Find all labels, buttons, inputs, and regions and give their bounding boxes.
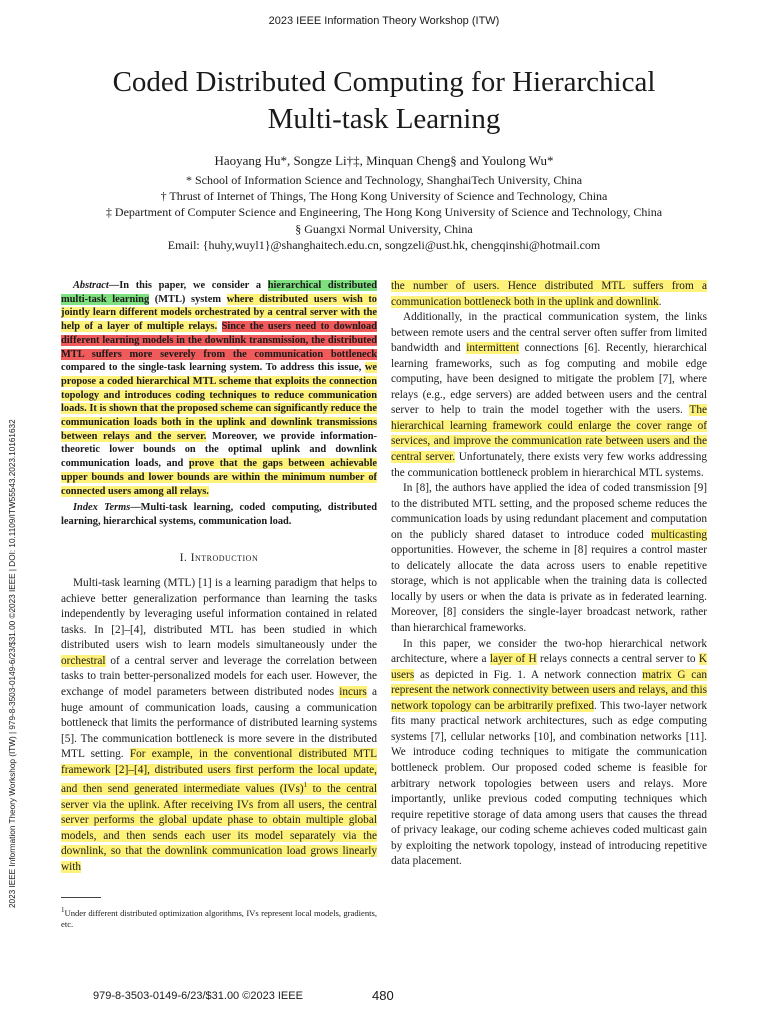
right-column — [391, 279, 707, 870]
highlight-yellow: multicasting — [651, 528, 707, 541]
highlight-yellow: intermittent — [466, 342, 519, 355]
affiliation-hkust-iot: † Thrust of Internet of Things, The Hong Kong University of Science and Technology, China — [160, 189, 608, 204]
highlight-yellow: the number of users. Hence distributed MTL suffers from a communication bottleneck both in the uplink and downlink — [391, 280, 707, 308]
abstract: Abstract—In this paper, we consider a hierarchical distributed multi-task learning (MTL) system where distributed users wish to jointly learn different models orchestrated by a central server with the help of a layer of multiple relays. Since the users need to download different learning models in the downlink transmission, the distributed MTL suffers more severely from the communication bottleneck compared to the single-task learning system. To address this issue, we propose a coded hierarchical MTL scheme that exploits the connection topology and introduces coding techniques to reduce communication loads. It is shown that the proposed scheme can significantly reduce the communication loads both in the uplink and downlink transmissions between relays and the server. Moreover, we provide information-theoretic lower bounds on the optimal uplink and downlink communication loads, and prove that the gaps between achievable upper bounds and lower bounds are within the minimum number of connected users among all relays. — [61, 280, 378, 497]
highlight-yellow: prove that the gaps between achievable upper bounds and lower bounds are within the minimum number of connected users among all relays. — [61, 458, 377, 497]
title-line-2: Multi-task Learning — [267, 103, 501, 135]
affiliation-hkust-cse: ‡ Department of Computer Science and Engineering, The Hong Kong University of Science and Technology, China — [105, 205, 663, 220]
highlight-yellow: For example, in the conventional distributed MTL framework [2]–[4], distributed users first perform the local update, and then send generated intermediate values (IVs)$^1$ to the central server via the uplink. After receiving IVs from all users, the central server performs the global update phase to obtain multiple global models, and then sends each user its model separately via the downlink, so that the downlink communication load grows linearly with — [61, 748, 377, 873]
intro-paragraph-2: Additionally, in the practical communication system, the links between remote users and the central server often suffer from limited bandwidth and intermittent connections [6]. Recently, hierarchical learning frameworks, such as fog computing and mobile edge computing, have been designed to mitigate the problem [7], where relays (e.g., edge servers) are added between users and the central server to help to train the model together with the users. The hierarchical learning framework could enlarge the cover range of services, and improve the communication rate between users and the central server. Unfortunately, there exists very few works addressing the communication bottleneck problem in hierarchical MTL systems. — [391, 311, 707, 479]
footnote-rule — [61, 897, 101, 898]
intro-paragraph-4: In this paper, we consider the two-hop hierarchical network architecture, where a layer of H relays connects a central server to K users as depicted in Fig. 1. A network connection matrix G can represent the network connectivity between users and relays, and this network topology can be arbitrarily prefixed. This two-layer network fits many practical network architectures, such as edge computing systems [7], cellular networks [10], and combination networks [11]. We introduce coding techniques to mitigate the communication bottleneck problem. Our proposed coded scheme is feasible for arbitrary network topologies between users and relays. More importantly, unlike previous coded computing techniques which require repetitive storage of data among users that causes the thread of privacy leakage, our coding scheme achieves coded multicast gain by exploiting the network topology, instead of introducing repetitive data placement. — [391, 637, 708, 868]
affiliation-shanghaitech: * School of Information Science and Technology, ShanghaiTech University, China — [185, 173, 583, 187]
paper-title — [60, 64, 708, 138]
intro-paragraph-3: In [8], the authors have applied the idea of coded transmission [9] to the distributed MTL setting, and the proposed scheme reduces the communication loads by using redundant placement and computation on the publicly shared dataset to introduce coded multicasting opportunities. However, the scheme in [8] requires a control master to delicately allocate the data across users to enable repetitive storage, which is not applicable when the training data is collected locally by users or when the data is private as in federated learning. Moreover, [8] considers the single-layer broadcast network, rather than hierarchical frameworks. — [391, 482, 707, 635]
author-list: Haoyang Hu*, Songze Li†‡, Minquan Cheng§ and Youlong Wu* — [214, 153, 554, 168]
footnote: $^1$Under different distributed optimization algorithms, IVs represent local models, gradients, etc. — [61, 906, 377, 930]
index-terms: Index Terms—Multi-task learning, coded computing, distributed learning, hierarchical systems, communication load. — [61, 502, 377, 527]
doi-sidebar: 2023 IEEE Information Theory Workshop (ITW) | 979-8-3503-0149-6/23/$31.00 ©2023 IEEE | DOI: 10.1109/ITW55543.2023.10161632 — [8, 419, 17, 908]
left-column — [61, 279, 377, 875]
affiliation-guangxi: § Guangxi Normal University, China — [295, 221, 473, 236]
highlight-yellow: we propose a coded hierarchical MTL scheme that exploits the connection topology and introduces coding techniques to reduce communication loads. It is shown that the proposed scheme can significantly reduce the communication loads both in the uplink and downlink transmissions between relays and the server. — [61, 362, 377, 442]
highlight-green: hierarchical distributed multi-task learning — [61, 280, 378, 305]
highlight-yellow: matrix G can represent the network connectivity between users and relays, and this network topology can be arbitrarily prefixed — [391, 668, 707, 712]
highlight-red: Since the users need to download different learning models in the downlink transmission, the distributed MTL suffers more severely from the communication bottleneck — [61, 321, 377, 360]
affiliations — [0, 172, 768, 253]
footer-isbn: 979-8-3503-0149-6/23/$31.00 ©2023 IEEE — [93, 990, 303, 1002]
section-heading-introduction: I. Introduction — [179, 551, 259, 564]
highlight-yellow: K users — [391, 653, 708, 681]
conference-header: 2023 IEEE Information Theory Workshop (ITW) — [268, 15, 500, 27]
highlight-yellow: The hierarchical learning framework could enlarge the cover range of services, and improve the communication rate between users and the central server. — [391, 404, 707, 464]
highlight-yellow: layer of H — [489, 653, 537, 666]
title-line-1: Coded Distributed Computing for Hierarchical — [112, 66, 656, 98]
intro-paragraph-1: Multi-task learning (MTL) [1] is a learning paradigm that helps to achieve better generalization performance than learning the tasks independently by leveraging useful information contained in related tasks. In [2]–[4], distributed MTL has been studied in which distributed users wish to learn models simultaneously under the orchestral of a central server and leverage the correlation between tasks to train better-personalized models for each user. However, the exchange of model parameters between distributed nodes incurs a huge amount of communication loads, causing a communication bottleneck that limits the performance of distributed learning systems [5]. The communication bottleneck is more severe in the distributed MTL setting. For example, in the conventional distributed MTL framework [2]–[4], distributed users first perform the local update, and then send generated intermediate values (IVs)$^1$ to the central server via the uplink. After receiving IVs from all users, the central server performs the global update phase to obtain multiple global models, and then sends each user its model separately via the downlink, so that the downlink communication load grows linearly with — [61, 577, 377, 873]
intro-paragraph-1-cont: the number of users. Hence distributed MTL suffers from a communication bottleneck both in the uplink and downlink. — [391, 280, 707, 308]
author-emails: Email: {huhy,wuyl1}@shanghaitech.edu.cn, songzeli@ust.hk, chengqinshi@hotmail.com — [167, 237, 601, 252]
page-number: 480 — [372, 988, 394, 1003]
highlight-yellow: where distributed users wish to jointly learn different models orchestrated by a central server with the help of a layer of multiple relays. — [61, 293, 377, 333]
footnote-marker: 1 — [303, 781, 308, 790]
highlight-yellow: orchestral — [61, 654, 106, 667]
highlight-yellow: incurs — [339, 686, 367, 699]
